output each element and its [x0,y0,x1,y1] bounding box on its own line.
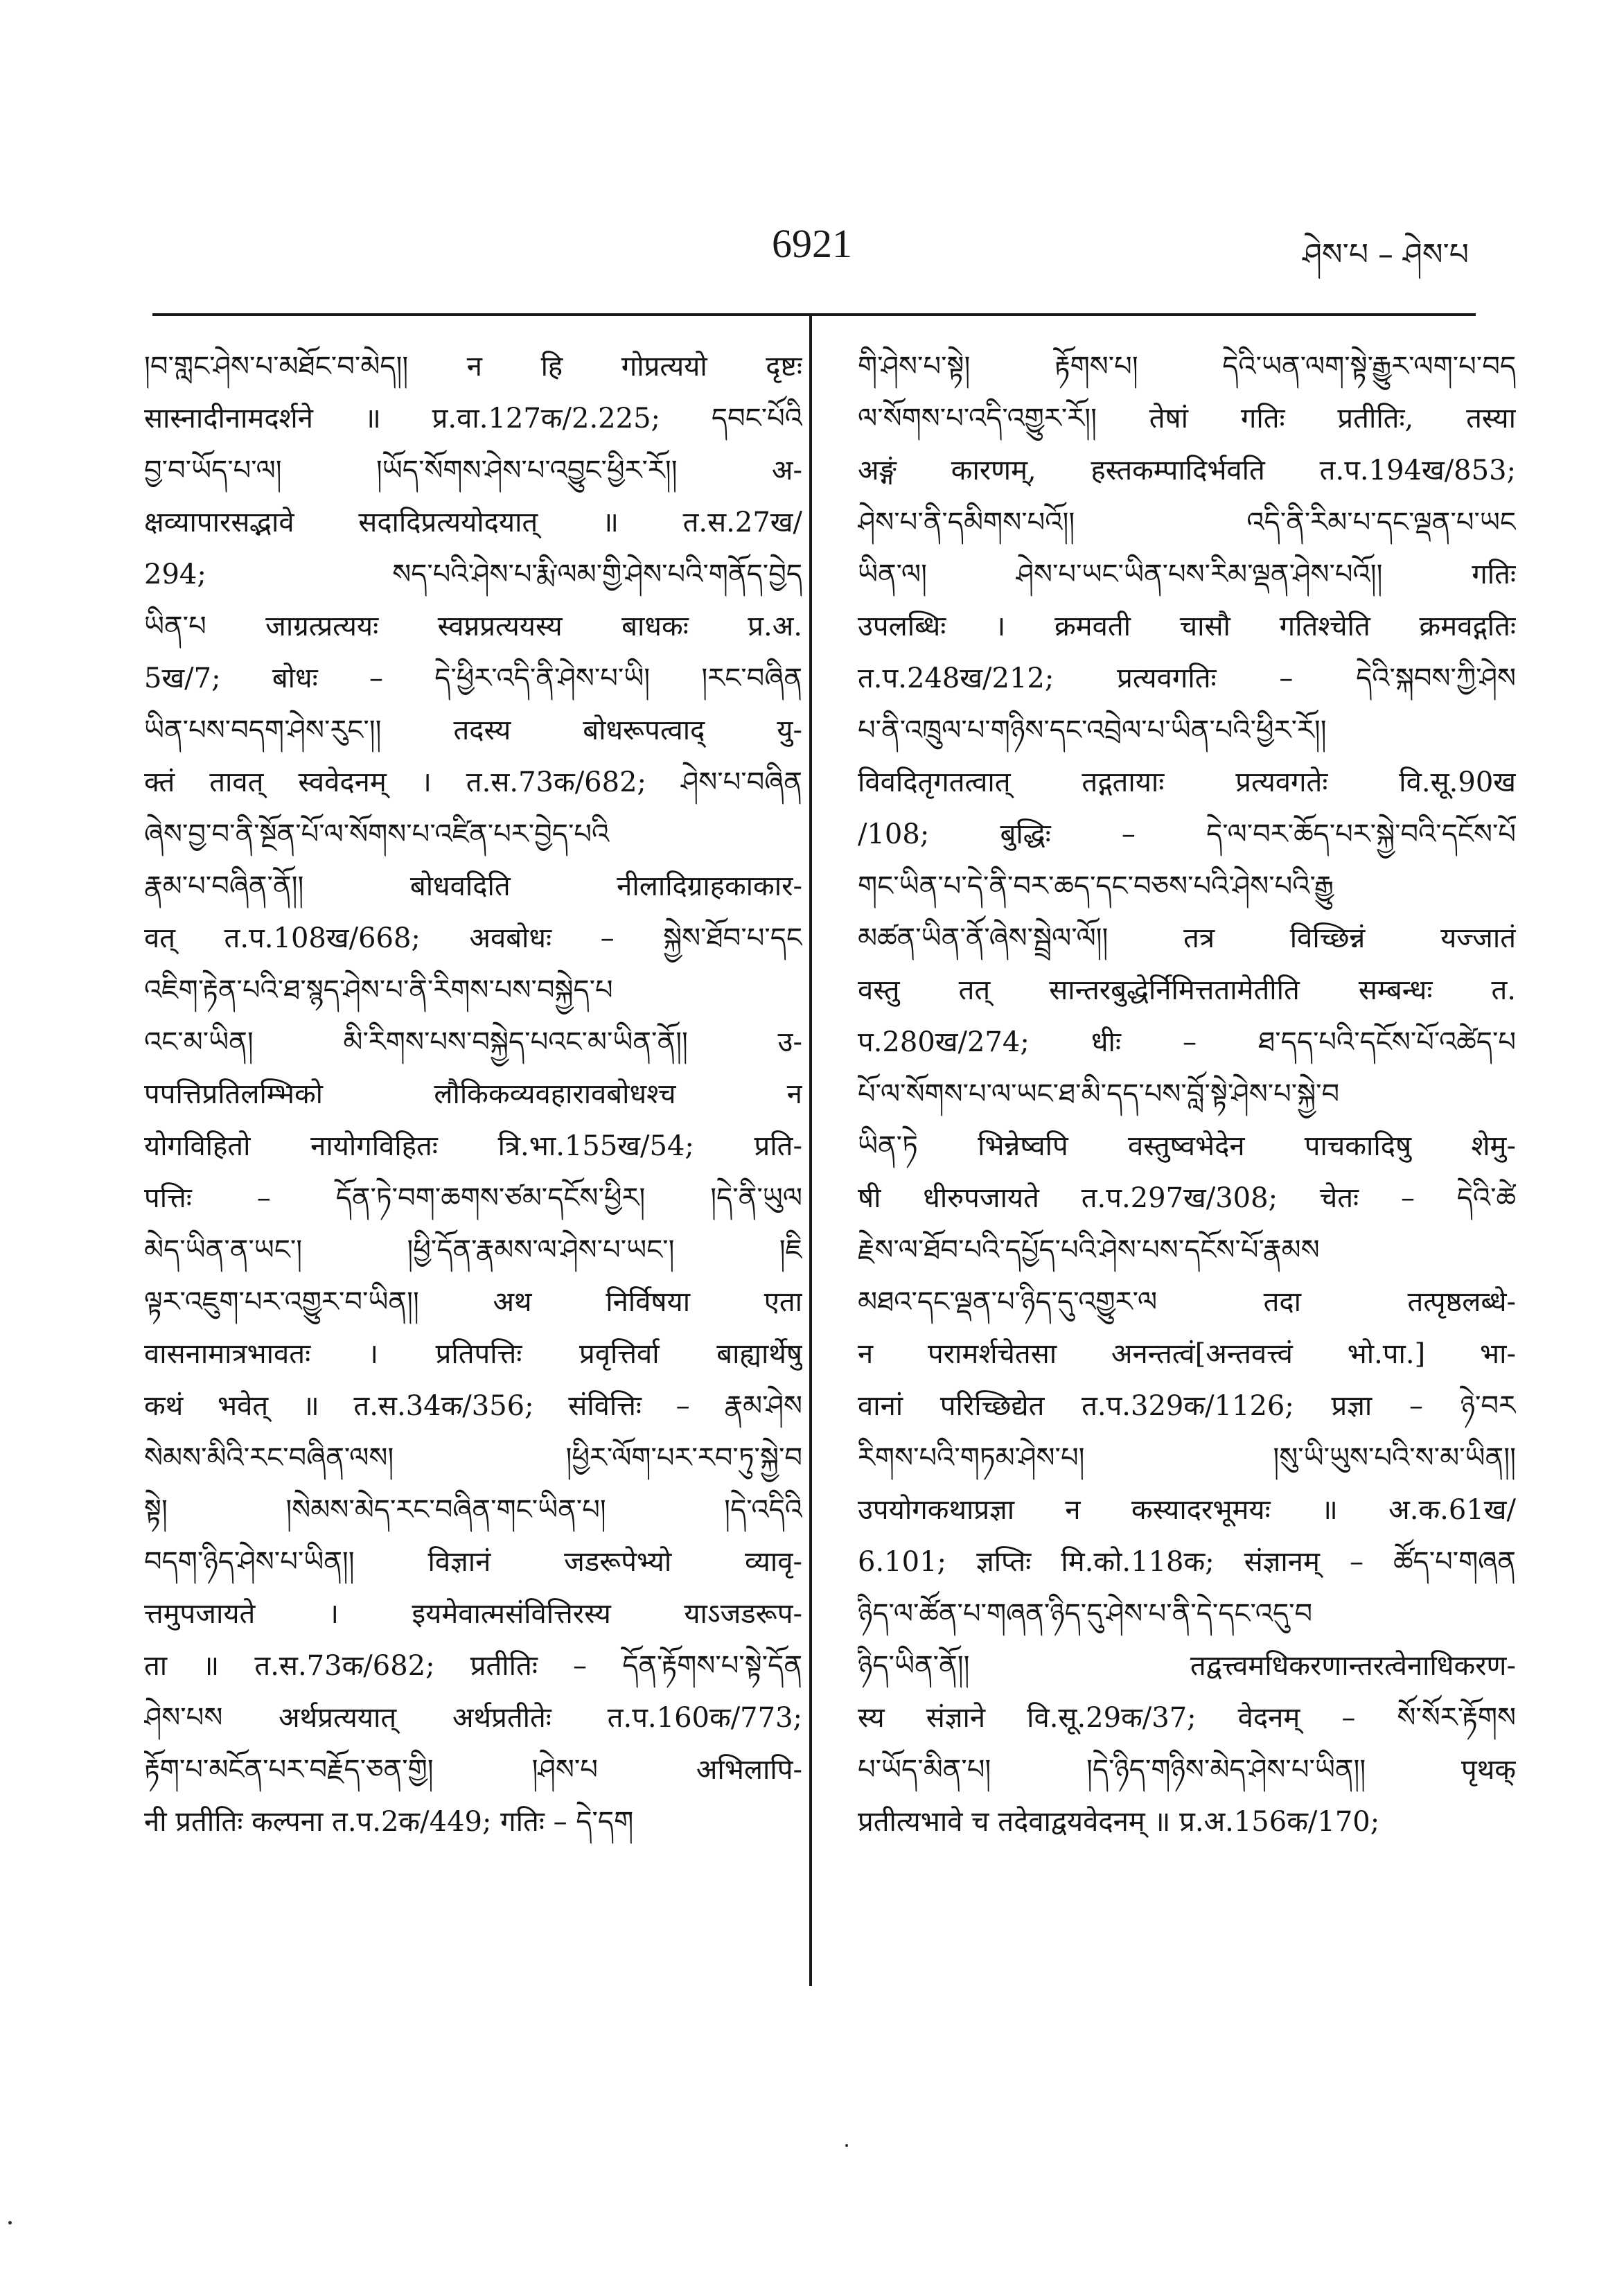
text-line: क्तं तावत् स्ववेदनम् । त.स.73क/682; ཤེས་པ་བཞིན [144,766,802,798]
text-line: अङ्गं कारणम्, हस्तकम्पादिर्भवति त.प.194ख/853; [858,455,1516,486]
text-line: པ་ནི་འཁྲུལ་པ་གཉིས་དང་འབྲེལ་པ་ཡིན་པའི་ཕྱིར་རོ།། [858,714,1327,746]
text-line: ཡིན་པས་བདག་ཤེས་རུང་།། तदस्य बोधरूपत्वाद् यु- [144,714,802,746]
text-line: ཡིན་ཏེ भिन्नेष्वपि वस्तुष्वभेदेन पाचकादिषु शेमु- [858,1130,1516,1162]
text-line: མཐའ་དང་ལྡན་པ་ཉིད་དུ་འགྱུར་ལ तदा तत्पृष्ठलब्धे- [858,1286,1516,1318]
text-line: པོ་ལ་སོགས་པ་ལ་ཡང་ཐ་མི་དད་པས་བློ་སྟེ་ཤེས་པ་སྐྱེ་བ [858,1078,1340,1110]
text-line: སེམས་མིའི་རང་བཞིན་ལས། །ཕྱིར་ལོག་པར་རབ་ཏུ་སྐྱེ་བ [144,1442,802,1474]
text-line: ཉིད་ལ་ཚོན་པ་གཞན་ཉིད་དུ་ཤེས་པ་ནི་དེ་དང་འདུ་བ [858,1598,1313,1630]
text-line: 294; སད་པའི་ཤེས་པ་རྨི་ལམ་གྱི་ཤེས་པའི་གནོད་བྱེད [144,559,802,590]
left-column [144,341,802,1848]
text-line: འང་མ་ཡིན། མི་རིགས་པས་བསྐྱེད་པའང་མ་ཡིན་ནོ།། उ- [144,1026,802,1058]
text-line: न परामर्शचेतसा अनन्तत्वं[अन्तवत्त्वं भो.पा.] भा- [858,1338,1516,1370]
text-line: གང་ཡིན་པ་དེ་ནི་བར་ཆད་དང་བཅས་པའི་ཤེས་པའི་རྒྱུ [858,870,1334,902]
text-line: त.प.248ख/212; प्रत्यवगतिः – དེའི་སྐབས་ཀྱི་ཤེས [858,662,1516,694]
text-line: उपलब्धिः । क्रमवती चासौ गतिश्चेति क्रमवद्गतिः [858,611,1516,642]
text-line: /108; बुद्धिः – དེ་ལ་བར་ཆོད་པར་སྐྱེ་བའི་དངོས་པོ [858,818,1516,850]
text-line: सास्नादीनामदर्शने ॥ प्र.वा.127क/2.225; དབང་པོའི [144,403,802,435]
text-line: །བ་གླང་ཤེས་པ་མཐོང་བ་མེད།། न हि गोप्रत्ययो दृष्टः [144,351,802,383]
text-line: ཡིན་པ जाग्रत्प्रत्ययः स्वप्नप्रत्ययस्य बाधकः प्र.अ. [144,611,802,642]
text-line: वस्तु तत् सान्तरबुद्धेर्निमित्ततामेतीति सम्बन्धः त. [858,974,1516,1006]
column-divider [809,316,812,1986]
text-line: वासनामात्रभावतः । प्रतिपत्तिः प्रवृत्तिर्वा बाह्यार्थेषु [144,1338,802,1370]
text-line: ལ་སོགས་པ་འདི་འགྱུར་རོ།། तेषां गतिः प्रतीतिः, तस्या [858,403,1516,435]
text-line: རྗེས་ལ་ཐོབ་པའི་དཔྱོད་པའི་ཤེས་པས་དངོས་པོ་རྣམས [858,1234,1320,1266]
text-line: ཤེས་པ་ནི་དམིགས་པའོ།། འདི་ནི་རིམ་པ་དང་ལྡན་པ་ཡང [858,507,1516,538]
text-line: 5ख/7; बोधः – དེ་ཕྱིར་འདི་ནི་ཤེས་པ་ཡི། །རང་བཞིན [144,662,802,694]
text-line: རྣམ་པ་བཞིན་ནོ།། बोधवदिति नीलादिग्राहकाकार- [144,870,802,902]
text-line: རྟོག་པ་མངོན་པར་བརྗོད་ཅན་གྱི། །ཤེས་པ अभिलापि- [144,1754,802,1786]
text-line: क्षव्यापारसद्भावे सदादिप्रत्ययोदयात् ॥ त.स.27ख/ [144,507,802,538]
text-line: नी प्रतीतिः कल्पना त.प.2क/449; गतिः – དེ་དག [144,1806,634,1838]
text-line: ཤེས་པས अर्थप्रत्ययात् अर्थप्रतीतेः त.प.160क/773; [144,1702,802,1734]
text-line: प्रतीत्यभावे च तदेवाद्वयवेदनम् ॥ प्र.अ.156क/170; [858,1806,1380,1838]
text-line: བྱ་བ་ཡོད་པ་ལ། །ཡོད་སོགས་ཤེས་པ་འབྱུང་ཕྱིར་རོ།། अ- [144,455,802,486]
text-line: འཇིག་རྟེན་པའི་ཐ་སྙད་ཤེས་པ་ནི་རིགས་པས་བསྐྱེད་པ [144,974,613,1006]
page-number: 6921 [772,221,852,266]
text-line: ཡིན་ལ། ཤེས་པ་ཡང་ཡིན་པས་རིམ་ལྡན་ཤེས་པའོ།། गतिः [858,559,1516,590]
text-line: མཚན་ཡིན་ནོ་ཞེས་སྦྲེལ་ལོ།། तत्र विच्छिन्नं यज्जातं [858,922,1516,954]
scan-speck [8,2221,12,2224]
text-line: པ་ཡོད་མིན་པ། །དེ་ཉིད་གཉིས་མེད་ཤེས་པ་ཡིན།། पृथक् [858,1754,1516,1786]
text-line: वानां परिच्छिद्येत त.प.329क/1126; प्रज्ञा – ཉེ་བར [858,1390,1516,1422]
text-line: उपयोगकथाप्रज्ञा न कस्यादरभूमयः ॥ अ.क.61ख/ [858,1494,1516,1526]
text-line: त्तमुपजायते । इयमेवात्मसंवित्तिरस्य याऽजडरूप- [144,1598,802,1630]
text-line: षी धीरुपजायते त.प.297ख/308; चेतः – དེའི་ཚེ [858,1182,1516,1214]
text-line: ता ॥ त.स.73क/682; प्रतीतिः – དོན་རྟོགས་པ་སྟེ་དོན [144,1650,802,1682]
text-line: कथं भवेत् ॥ त.स.34क/356; संवित्तिः – རྣམ་ཤེས [144,1390,802,1422]
text-line: पत्तिः – དོན་ཏེ་བག་ཆགས་ཙམ་དངོས་ཕྱིར། །དེ་ནི་ཡུལ [144,1182,802,1214]
text-line: पपत्तिप्रतिलम्भिको लौकिकव्यवहारावबोधश्च न [144,1078,802,1110]
text-line: प.280ख/274; धीः – ཐ་དད་པའི་དངོས་པོ་འཚེད་པ [858,1026,1516,1058]
right-column [858,341,1516,1848]
text-line: རིགས་པའི་གཏམ་ཤེས་པ། །སུ་ཡི་ཡུས་པའི་ས་མ་ཡིན།། [858,1442,1516,1474]
text-line: བདག་ཉིད་ཤེས་པ་ཡིན།། विज्ञानं जडरूपेभ्यो व्यावृ- [144,1546,802,1578]
text-line: གི་ཤེས་པ་སྟེ། རྟོགས་པ། དེའི་ཡན་ལག་སྟེ་རྒྱུར་ལག་པ་བད [858,351,1516,383]
text-line: वत् त.प.108ख/668; अवबोधः – སྐྱེས་ཐོབ་པ་དང [144,922,802,954]
text-line: ལྟར་འཇུག་པར་འགྱུར་བ་ཡིན།། अथ निर्विषया एता [144,1286,802,1318]
running-head: ཤེས་པ – ཤེས་པ [1303,237,1469,272]
text-line: སྟེ། །སེམས་མེད་རང་བཞིན་གང་ཡིན་པ། །དེ་འདིའི [144,1494,802,1526]
header-rule [152,313,1476,316]
text-line: विवदितृगतत्वात् तद्गतायाः प्रत्यवगतेः वि.सू.90ख [858,766,1516,798]
text-line: མེད་ཡིན་ན་ཡང་། །ཕྱི་དོན་རྣམས་ལ་ཤེས་པ་ཡང་། །ཇི [144,1234,802,1266]
text-line: 6.101; ज्ञप्तिः मि.को.118क; संज्ञानम् – ཚོད་པ་གཞན [858,1546,1516,1578]
text-line: स्य संज्ञाने वि.सू.29क/37; वेदनम् – སོ་སོར་རྟོགས [858,1702,1516,1734]
text-line: योगविहितो नायोगविहितः त्रि.भा.155ख/54; प्रति- [144,1130,802,1162]
text-line: ཉིད་ཡིན་ནོ།། तद्वत्त्वमधिकरणान्तरत्वेनाधिकरण- [858,1650,1516,1682]
scan-speck [845,2144,848,2147]
text-line: ཞེས་བྱ་བ་ནི་སྔོན་པོ་ལ་སོགས་པ་འཛིན་པར་བྱེད་པའི [144,818,610,850]
